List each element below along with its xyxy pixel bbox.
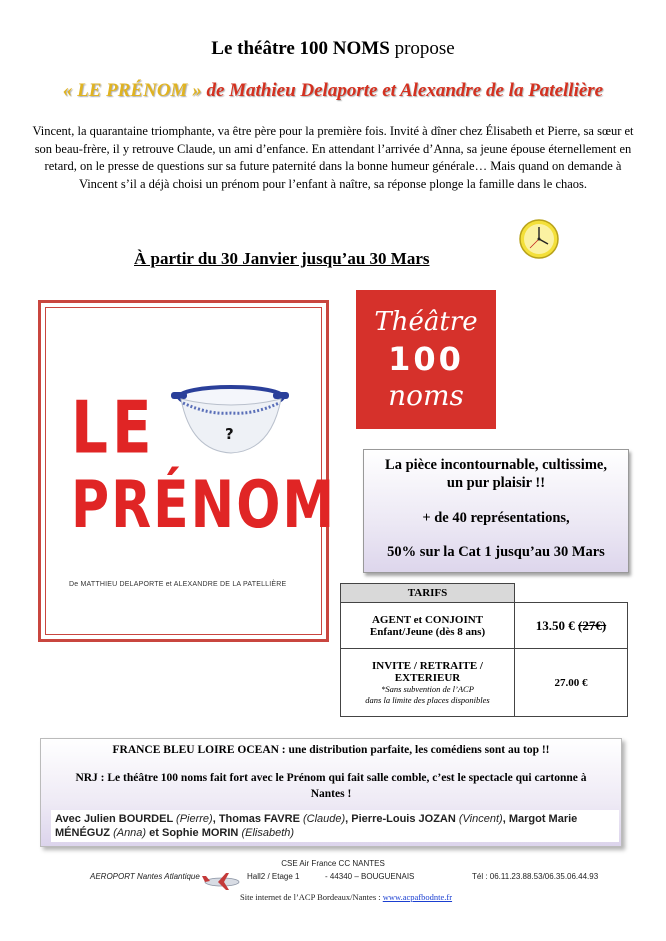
date-range: À partir du 30 Janvier jusqu’au 30 Mars: [134, 249, 430, 268]
tarif-category-line: Enfant/Jeune (dès 8 ans): [369, 625, 486, 638]
table-row: [341, 649, 628, 717]
footer-phone: Tél : 06.11.23.88.53/06.35.06.44.93: [472, 872, 599, 881]
footer-site-link[interactable]: www.acpafbodnte.fr: [382, 892, 453, 902]
footer-site-label: Site internet de l’ACP Bordeaux/Nantes :: [240, 892, 381, 902]
tarif-category-line: AGENT et CONJOINT: [371, 613, 484, 626]
footer-site: [240, 892, 452, 902]
offer-line-3: + de 40 représentations,: [422, 510, 570, 526]
price-value: 13.50 €: [535, 617, 575, 633]
table-row: [341, 603, 628, 649]
tarif-category-line: INVITE / RETRAITE /: [372, 659, 483, 672]
theatre-name: Le théâtre 100 NOMS: [211, 38, 390, 59]
offer-line-1: La pièce incontournable, cultissime,: [385, 457, 607, 473]
tarifs-header: TARIFS: [341, 584, 515, 603]
logo-line-100: 100: [388, 340, 464, 378]
press-quote-1: FRANCE BLEU LOIRE OCEAN : une distribution parfaite, les comédiens sont au top !!: [112, 744, 550, 756]
airplane-icon: [202, 870, 242, 892]
play-title-line: [0, 80, 666, 102]
tarifs-table: [340, 583, 628, 717]
bowl-icon: [169, 381, 289, 459]
footer-city: - 44340 – BOUGUENAIS: [325, 872, 415, 881]
old-price: (27€): [578, 617, 607, 633]
tarif-price: 27.00 €: [515, 649, 628, 717]
press-box: [40, 738, 622, 847]
page-header: [0, 38, 666, 60]
tarif-category: [341, 649, 515, 717]
cast-role: (Vincent): [458, 813, 503, 825]
tarif-price: [515, 603, 628, 649]
header-verb: propose: [394, 38, 455, 59]
play-poster: [38, 300, 337, 642]
tarif-note: dans la limite des places disponibles: [365, 694, 490, 705]
cast-role: (Pierre): [176, 813, 213, 825]
cast-list: [51, 810, 619, 842]
cast-role: (Anna): [113, 827, 147, 839]
poster-title-prenom: PRÉNOM: [71, 468, 337, 543]
offer-box: [363, 449, 629, 573]
logo-line-theatre: Théâtre: [374, 307, 478, 337]
offer-line-4: 50% sur la Cat 1 jusqu’au 30 Mars: [387, 544, 605, 560]
footer-building: Hall2 / Etage 1: [247, 872, 300, 881]
tarif-category-line: EXTERIEUR: [394, 671, 461, 684]
cast-role: (Claude): [302, 813, 346, 825]
cast-actor: , Pierre-Louis JOZAN: [345, 813, 456, 825]
cast-actor: Avec Julien BOURDEL: [55, 813, 173, 825]
cast-actor: et Sophie MORIN: [149, 827, 239, 839]
poster-question-mark: ?: [225, 425, 234, 443]
poster-credit: De MATTHIEU DELAPORTE et ALEXANDRE DE LA PATELLIÈRE: [69, 581, 287, 588]
play-authors: de Mathieu Delaporte et Alexandre de la Patellière: [206, 80, 604, 101]
footer-location: AEROPORT Nantes Atlantique: [90, 872, 200, 881]
theatre-logo: [356, 290, 496, 429]
clock-icon: [518, 218, 560, 260]
cast-role: (Elisabeth): [241, 827, 295, 839]
offer-line-2: un pur plaisir !!: [446, 475, 546, 491]
press-quote-2-line-2: Nantes !: [310, 788, 352, 800]
cast-actor: , Thomas FAVRE: [212, 813, 300, 825]
poster-title-le: LE: [71, 385, 156, 470]
footer-org: CSE Air France CC NANTES: [281, 859, 385, 868]
tarif-category: [341, 603, 515, 649]
tarif-note: *Sans subvention de l’ACP: [381, 683, 474, 694]
play-title: « LE PRÉNOM »: [62, 80, 202, 101]
cast-actor: , Margot Marie MÉNÉGUZ: [55, 813, 578, 839]
synopsis: Vincent, la quarantaine triomphante, va être père pour la première fois. Invité à dîner chez Élisabeth et Pierre, sa sœur et son beau-frère, il y retrouve Claude, un ami d’enfance. En attendant l’arrivée d’Anna, sa jeune épouse éternellement en retard, on le presse de questions sur sa future paternité dans la bonne humeur générale… Mais quand on demande à Vincent s’il a déjà choisi un prénom pour l’enfant à naître, sa réponse plonge la famille dans le chaos.: [32, 124, 634, 191]
press-quote-2-line-1: NRJ : Le théâtre 100 noms fait fort avec le Prénom qui fait salle comble, c’est le spectacle qui cartonne à: [75, 772, 587, 784]
logo-line-noms: noms: [388, 379, 464, 412]
